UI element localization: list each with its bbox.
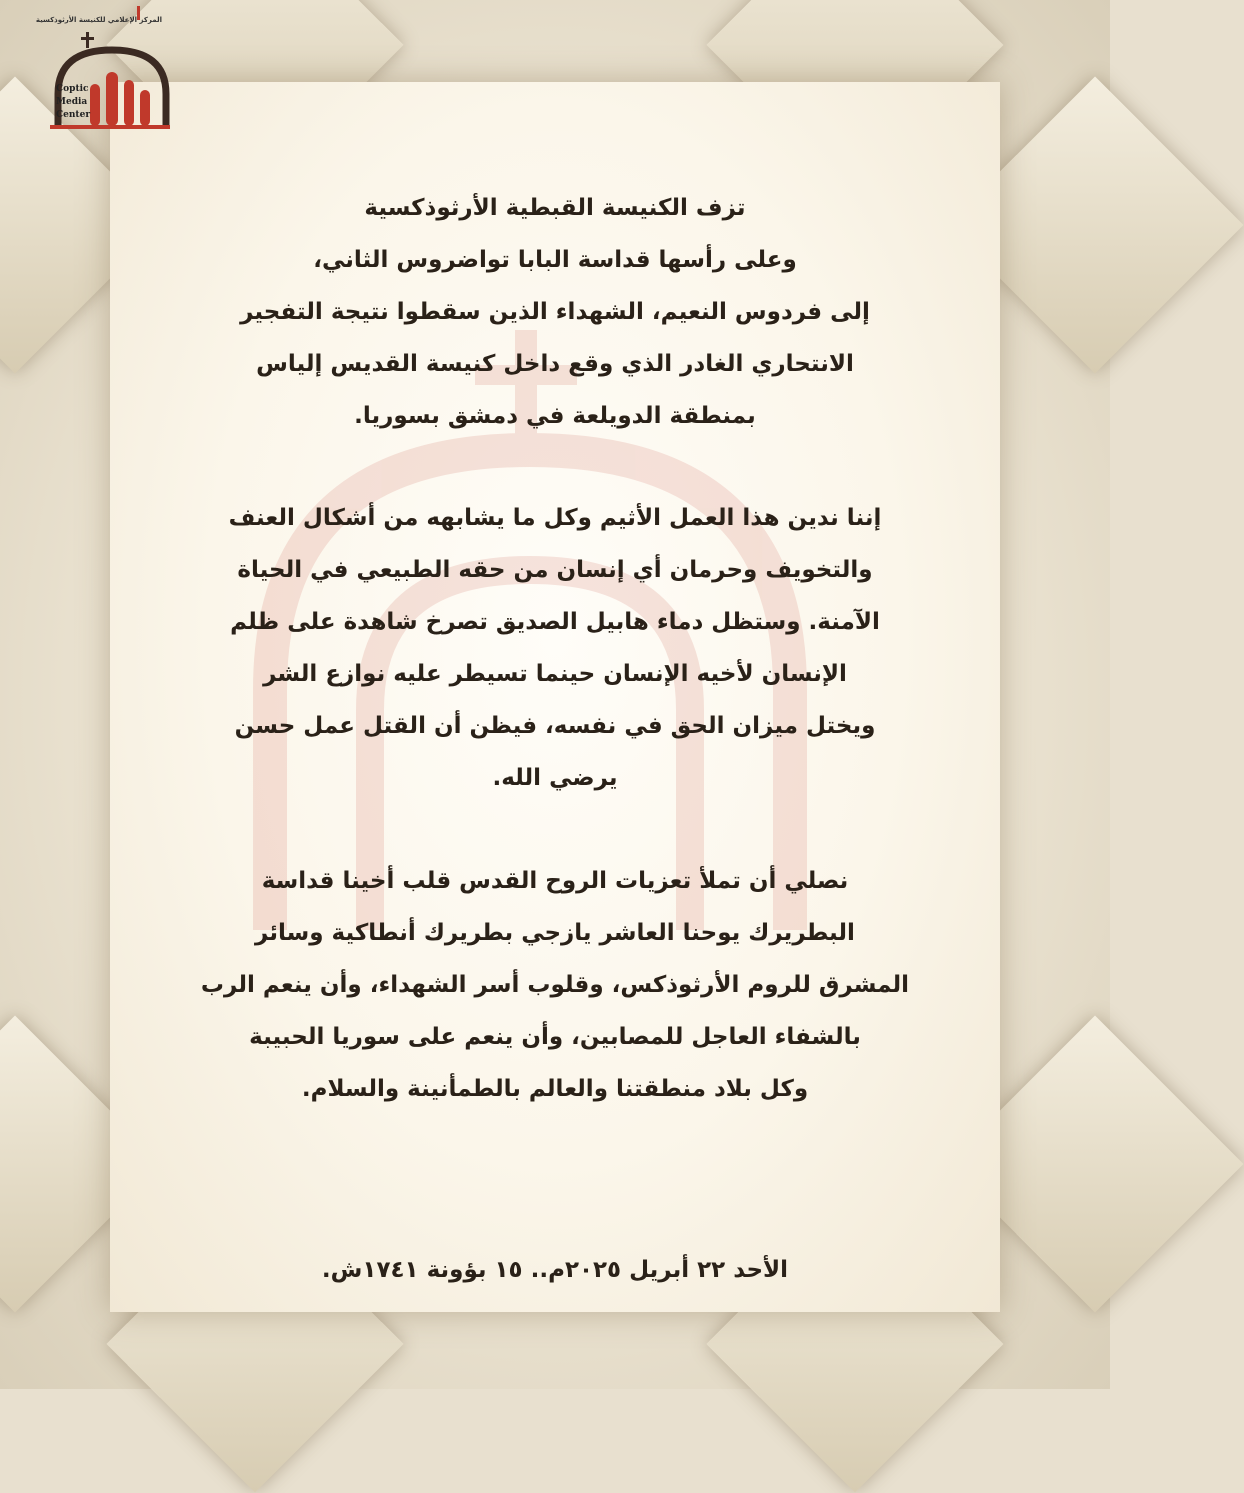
statement-line: والتخويف وحرمان أي إنسان من حقه الطبيعي في الحياة — [237, 557, 873, 583]
statement-paragraph-condemnation — [190, 492, 920, 804]
statement-line: الانتحاري الغادر الذي وقع داخل كنيسة القديس إلياس — [256, 351, 854, 377]
logo-arabic-name: المركز الإعلامي للكنيسة الأرثوذكسية — [35, 16, 162, 24]
statement-line: وكل بلاد منطقتنا والعالم بالطمأنينة والسلام. — [301, 1076, 809, 1102]
statement-line: ويختل ميزان الحق في نفسه، فيظن أن القتل عمل حسن — [234, 713, 876, 739]
statement-line: تزف الكنيسة القبطية الأرثوذكسية — [364, 195, 746, 221]
statement-line: الإنسان لأخيه الإنسان حينما تسيطر عليه نوازع الشر — [263, 661, 847, 687]
statement-line: إلى فردوس النعيم، الشهداء الذين سقطوا نتيجة التفجير — [240, 299, 870, 325]
logo-english-line: Coptic — [56, 84, 89, 94]
statement-line: نصلي أن تملأ تعزيات الروح القدس قلب أخينا قداسة — [261, 868, 849, 894]
coptic-media-center-logo — [30, 6, 170, 130]
logo-english-line: Media — [56, 97, 88, 107]
statement-line: وعلى رأسها قداسة البابا تواضروس الثاني، — [313, 247, 797, 273]
statement-line: يرضي الله. — [492, 765, 618, 791]
logo-english-line: Center — [56, 110, 91, 120]
church-dome-logo-icon — [30, 6, 170, 130]
statement-line: بمنطقة الدويلعة في دمشق بسوريا. — [354, 403, 756, 429]
statement-date: الأحد ٢٢ أبريل ٢٠٢٥م.. ١٥ بؤونة ١٧٤١ش. — [321, 1257, 789, 1283]
statement-line: بالشفاء العاجل للمصابين، وأن ينعم على سوريا الحبيبة — [249, 1024, 861, 1050]
statement-line: المشرق للروم الأرثوذكس، وقلوب أسر الشهداء، وأن ينعم الرب — [200, 972, 910, 998]
statement-line: إننا ندين هذا العمل الأثيم وكل ما يشابهه من أشكال العنف — [228, 505, 882, 531]
statement-line: الآمنة. وستظل دماء هابيل الصديق تصرخ شاهدة على ظلم — [230, 609, 880, 635]
statement-line: البطريرك يوحنا العاشر يازجي بطريرك أنطاكية وسائر — [255, 920, 855, 946]
statement-paragraph-announcement — [190, 182, 920, 442]
statement-paragraph-prayer — [190, 855, 920, 1115]
